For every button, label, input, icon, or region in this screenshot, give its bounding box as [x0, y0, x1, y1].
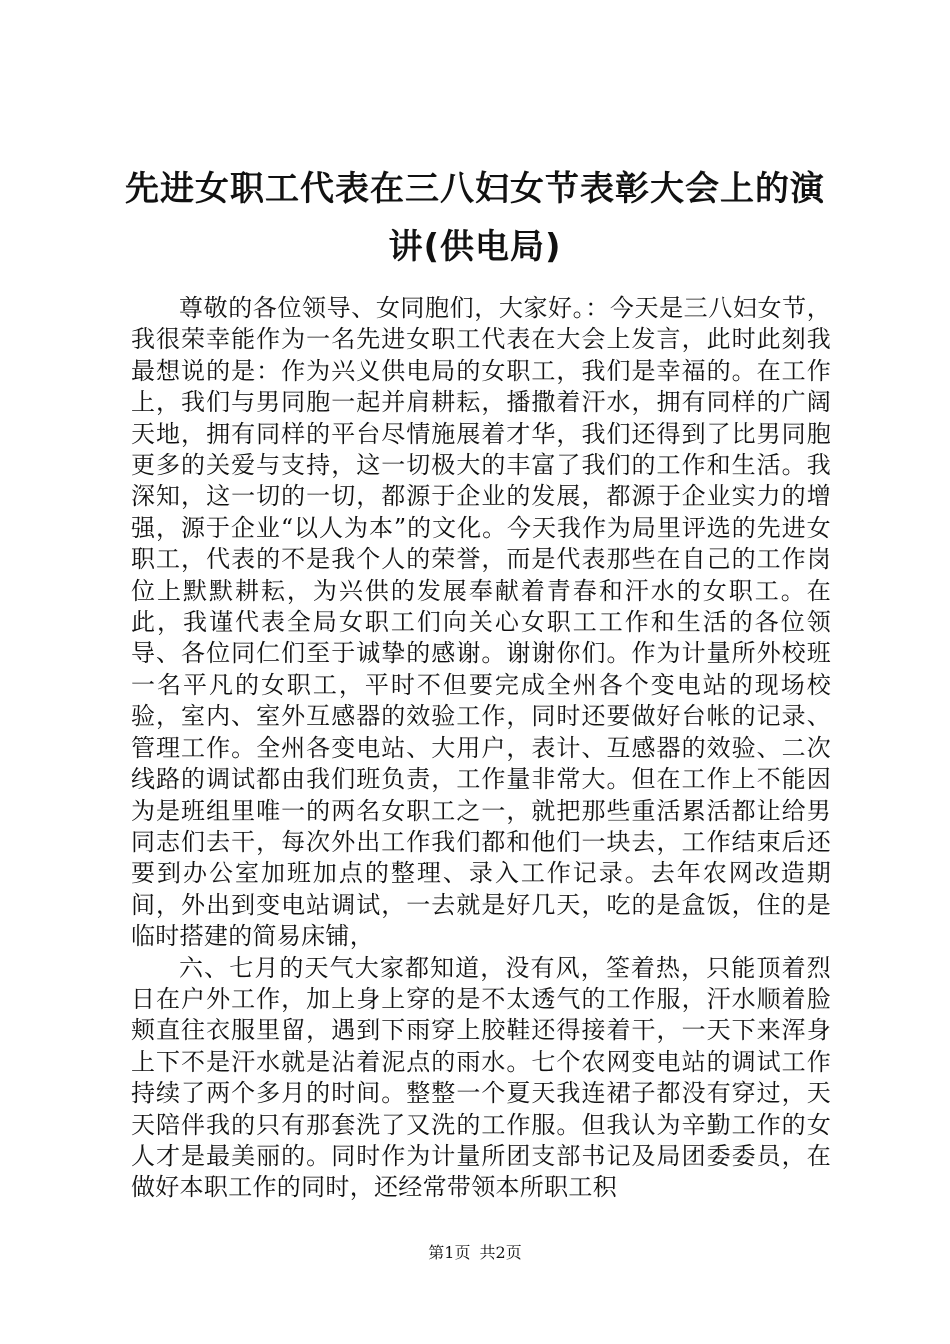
paragraph: 尊敬的各位领导、女同胞们，大家好。：今天是三八妇女节，我很荣幸能作为一名先进女职工代表在大会上发言，此时此刻我最想说的是：作为兴义供电局的女职工，我们是幸福的。在工作上，我们与男同胞一起并肩耕耘，播撒着汗水，拥有同样的广阔天地，拥有同样的平台尽情施展着才华，我们还得到了比男同胞更多的关爱与支持，这一切极大的丰富了我们的工作和生活。我深知，这一切的一切，都源于企业的发展，都源于企业实力的增强，源于企业“以人为本”的文化。今天我作为局里评选的先进女职工，代表的不是我个人的荣誉，而是代表那些在自己的工作岗位上默默耕耘，为兴供的发展奉献着青春和汗水的女职工。在此，我谨代表全局女职工们向关心女职工工作和生活的各位领导、各位同仁们至于诚挚的感谢。谢谢你们。作为计量所外校班一名平凡的女职工，平时不但要完成全州各个变电站的现场校验，室内、室外互感器的效验工作，同时还要做好台帐的记录、管理工作。全州各变电站、大用户，表计、互感器的效验、二次线路的调试都由我们班负责，工作量非常大。但在工作上不能因为是班组里唯一的两名女职工之一，就把那些重活累活都让给男同志们去干，每次外出工作我们都和他们一块去，工作结束后还要到办公室加班加点的整理、录入工作记录。去年农网改造期间，外出到变电站调试，一去就是好几天，吃的是盒饭，住的是临时搭建的简易床铺，: [131, 294, 831, 951]
page-total: 共2页: [479, 1243, 522, 1262]
page-footer: [0, 1243, 950, 1263]
document-title: 先进女职工代表在三八妇女节表彰大会上的演讲(供电局): [125, 169, 825, 267]
document-body: [131, 293, 831, 1204]
paragraph: 六、七月的天气大家都知道，没有风，筌着热，只能顶着烈日在户外工作，加上身上穿的是不太透气的工作服，汗水顺着脸颊直往衣服里留，遇到下雨穿上胶鞋还得接着干，一天下来浑身上下不是汗水就是沾着泥点的雨水。七个农网变电站的调试工作持续了两个多月的时间。整整一个夏天我连裙子都没有穿过，天天陪伴我的只有那套洗了又洗的工作服。但我认为辛勤工作的女人才是最美丽的。同时作为计量所团支部书记及局团委委员，在做好本职工作的同时，还经常带领本所职工积: [131, 953, 831, 1202]
page-number: 第1页: [428, 1243, 471, 1262]
